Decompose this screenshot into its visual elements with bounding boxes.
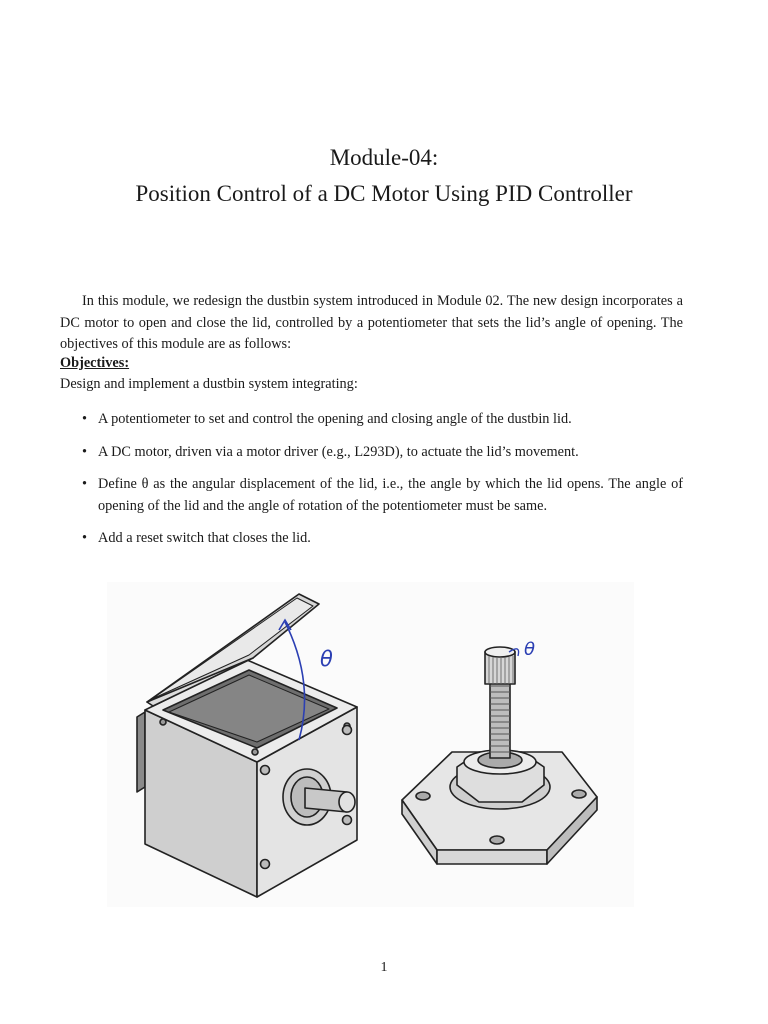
objectives-list [60, 409, 683, 561]
list-item-text: Define θ as the angular displacement of the lid, i.e., the angle by which the lid opens. The angle of opening of the lid and the angle of rotation of the potentiometer must be same. [98, 476, 683, 514]
list-item-text: A DC motor, driven via a motor driver (e.g., L293D), to actuate the lid’s movement. [98, 443, 579, 460]
bullet-icon: • [82, 411, 88, 427]
design-statement: Design and implement a dustbin system integrating: [60, 376, 358, 392]
page-title-line-1: Module-04: [329, 145, 439, 170]
list-item [60, 409, 683, 431]
bullet-icon: • [82, 443, 88, 460]
potentiometer-theta-label: θ [524, 639, 536, 660]
list-item-text: Add a reset switch that closes the lid. [98, 530, 311, 546]
list-item [60, 474, 683, 517]
objectives-heading: Objectives: [60, 355, 130, 371]
list-item-text: A potentiometer to set and control the opening and closing angle of the dustbin lid. [98, 411, 572, 427]
bullet-icon: • [82, 476, 88, 492]
bullet-icon: • [82, 530, 88, 546]
lid-theta-label: θ [320, 647, 333, 671]
list-item [60, 442, 683, 464]
list-item [60, 528, 683, 550]
page-number: 1 [380, 960, 388, 975]
motor-potentiometer-figure [107, 582, 634, 907]
intro-paragraph: In this module, we redesign the dustbin system introduced in Module 02. The new design incorporates a DC motor to open and close the lid, controlled by a potentiometer that sets the lid’s angle of opening. The objectives of this module are as follows: [60, 293, 683, 352]
page-title-line-2: Position Control of a DC Motor Using PID Controller [135, 181, 633, 206]
